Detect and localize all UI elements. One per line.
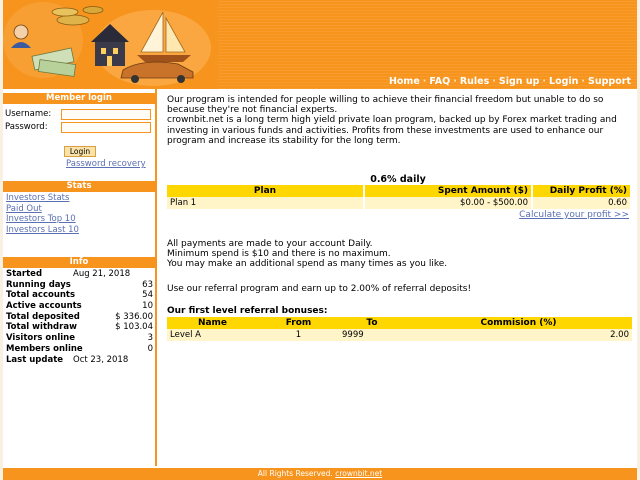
payments-line-3: You may make an additional spend as many times as you like. <box>167 259 448 270</box>
info-row-active-accounts <box>3 301 155 312</box>
info-value: $ 103.04 <box>115 322 153 333</box>
info-value: 0 <box>147 343 153 354</box>
nav-faq[interactable]: FAQ <box>429 76 451 87</box>
info-row-running-days <box>3 280 155 291</box>
ref-header-name: Name <box>167 317 258 329</box>
info-label: Total deposited <box>6 311 80 322</box>
info-row-started <box>3 269 155 280</box>
left-sidebar <box>3 89 157 466</box>
investors-last-10-link[interactable]: Investors Last 10 <box>6 224 79 235</box>
plan-header-amount: Spent Amount ($) <box>364 185 532 197</box>
username-input[interactable] <box>61 109 151 120</box>
investors-stats-link[interactable]: Investors Stats <box>6 193 70 203</box>
nav-login[interactable]: Login <box>549 76 579 87</box>
nav-separator: · <box>581 76 586 87</box>
username-label: Username: <box>5 109 52 119</box>
info-label: Total withdraw <box>6 322 77 333</box>
info-row-members-online <box>3 344 155 355</box>
ref-header-to: To <box>339 317 405 329</box>
footer-text: All Rights Reserved. <box>257 469 333 478</box>
ref-to-cell: 9999 <box>339 329 405 341</box>
nav-rules[interactable]: Rules <box>459 76 490 87</box>
plan-profit-cell: 0.60 <box>532 197 631 209</box>
info-value: 63 <box>142 279 153 290</box>
nav-home[interactable]: Home <box>388 76 420 87</box>
plan-table <box>167 185 632 209</box>
nav-support[interactable]: Support <box>588 76 631 87</box>
referral-bonuses-title: Our first level referral bonuses: <box>167 305 328 316</box>
nav-separator: · <box>422 76 427 87</box>
info-label: Last update <box>6 354 64 365</box>
header <box>3 0 637 89</box>
footer <box>3 468 637 480</box>
nav-separator: · <box>453 76 457 87</box>
info-value: $ 336.00 <box>115 311 153 322</box>
stats-links <box>3 193 155 235</box>
info-value: Aug 21, 2018 <box>73 269 131 279</box>
nav-separator: · <box>492 76 496 87</box>
plan-header-plan: Plan <box>167 185 364 197</box>
plan-table-header <box>167 185 631 197</box>
info-label: Started <box>6 269 43 279</box>
member-login-title: Member login <box>3 93 155 104</box>
info-row-total-withdraw <box>3 322 155 333</box>
info-label: Visitors online <box>6 333 75 344</box>
payments-info <box>167 239 633 270</box>
investors-top-10-link[interactable]: Investors Top 10 <box>6 214 76 224</box>
nav-sign-up[interactable]: Sign up <box>498 76 540 87</box>
ref-header-commission: Commision (%) <box>405 317 632 329</box>
password-label: Password: <box>5 122 48 132</box>
info-label: Members online <box>6 343 83 354</box>
top-navigation <box>389 76 631 87</box>
intro-text <box>167 95 633 146</box>
plan-header-profit: Daily Profit (%) <box>532 185 631 197</box>
ref-name-cell: Level A <box>167 329 258 341</box>
footer-site-link[interactable]: crownbit.net <box>335 469 383 478</box>
info-row-total-accounts <box>3 290 155 301</box>
info-value: 3 <box>147 333 153 344</box>
payments-line-1: All payments are made to your account Daily. <box>167 239 373 250</box>
referral-table <box>167 317 632 341</box>
password-recovery-link[interactable]: Password recovery <box>66 159 146 169</box>
calculate-profit-link[interactable]: Calculate your profit >> <box>519 210 629 221</box>
info-title: Info <box>3 257 155 268</box>
info-row-last-update <box>3 355 155 366</box>
header-banner-art <box>3 0 218 89</box>
intro-paragraph-2: crownbit.net is a long term high yield private loan program, backed up by Forex market trading and investing in various funds and activities. Profits from these investments are used to enhance our program and increase its stability for the long term. <box>167 115 617 146</box>
info-row-total-deposited <box>3 312 155 323</box>
payments-line-2: Minimum spend is $10 and there is no maximum. <box>167 249 391 260</box>
referral-table-header <box>167 317 632 329</box>
plan-name-cell: Plan 1 <box>167 197 364 209</box>
login-button[interactable]: Login <box>64 146 96 157</box>
nav-separator: · <box>542 76 547 87</box>
stats-title: Stats <box>3 181 155 192</box>
table-row <box>167 197 631 209</box>
plan-title: 0.6% daily <box>370 174 426 186</box>
password-input[interactable] <box>61 122 151 133</box>
page <box>3 0 637 480</box>
info-value: Oct 23, 2018 <box>73 354 129 365</box>
info-label: Total accounts <box>6 290 76 301</box>
info-table <box>3 269 155 365</box>
info-label: Active accounts <box>6 301 82 312</box>
paid-out-link[interactable]: Paid Out <box>6 203 42 214</box>
plan-amount-cell: $0.00 - $500.00 <box>364 197 532 209</box>
info-value: 10 <box>142 301 153 312</box>
ref-from-cell: 1 <box>258 329 339 341</box>
ref-commission-cell: 2.00 <box>405 329 632 341</box>
intro-paragraph-1: Our program is intended for people willing to achieve their financial freedom but unable to do so because they're not financial experts. <box>167 95 604 116</box>
ref-header-from: From <box>258 317 339 329</box>
info-label: Running days <box>6 279 71 290</box>
main-content <box>163 89 633 466</box>
login-form <box>3 108 155 174</box>
info-value: 54 <box>142 290 153 301</box>
referral-program-text: Use our referral program and earn up to 2.00% of referral deposits! <box>167 283 472 294</box>
table-row <box>167 329 632 341</box>
info-row-visitors-online <box>3 333 155 344</box>
